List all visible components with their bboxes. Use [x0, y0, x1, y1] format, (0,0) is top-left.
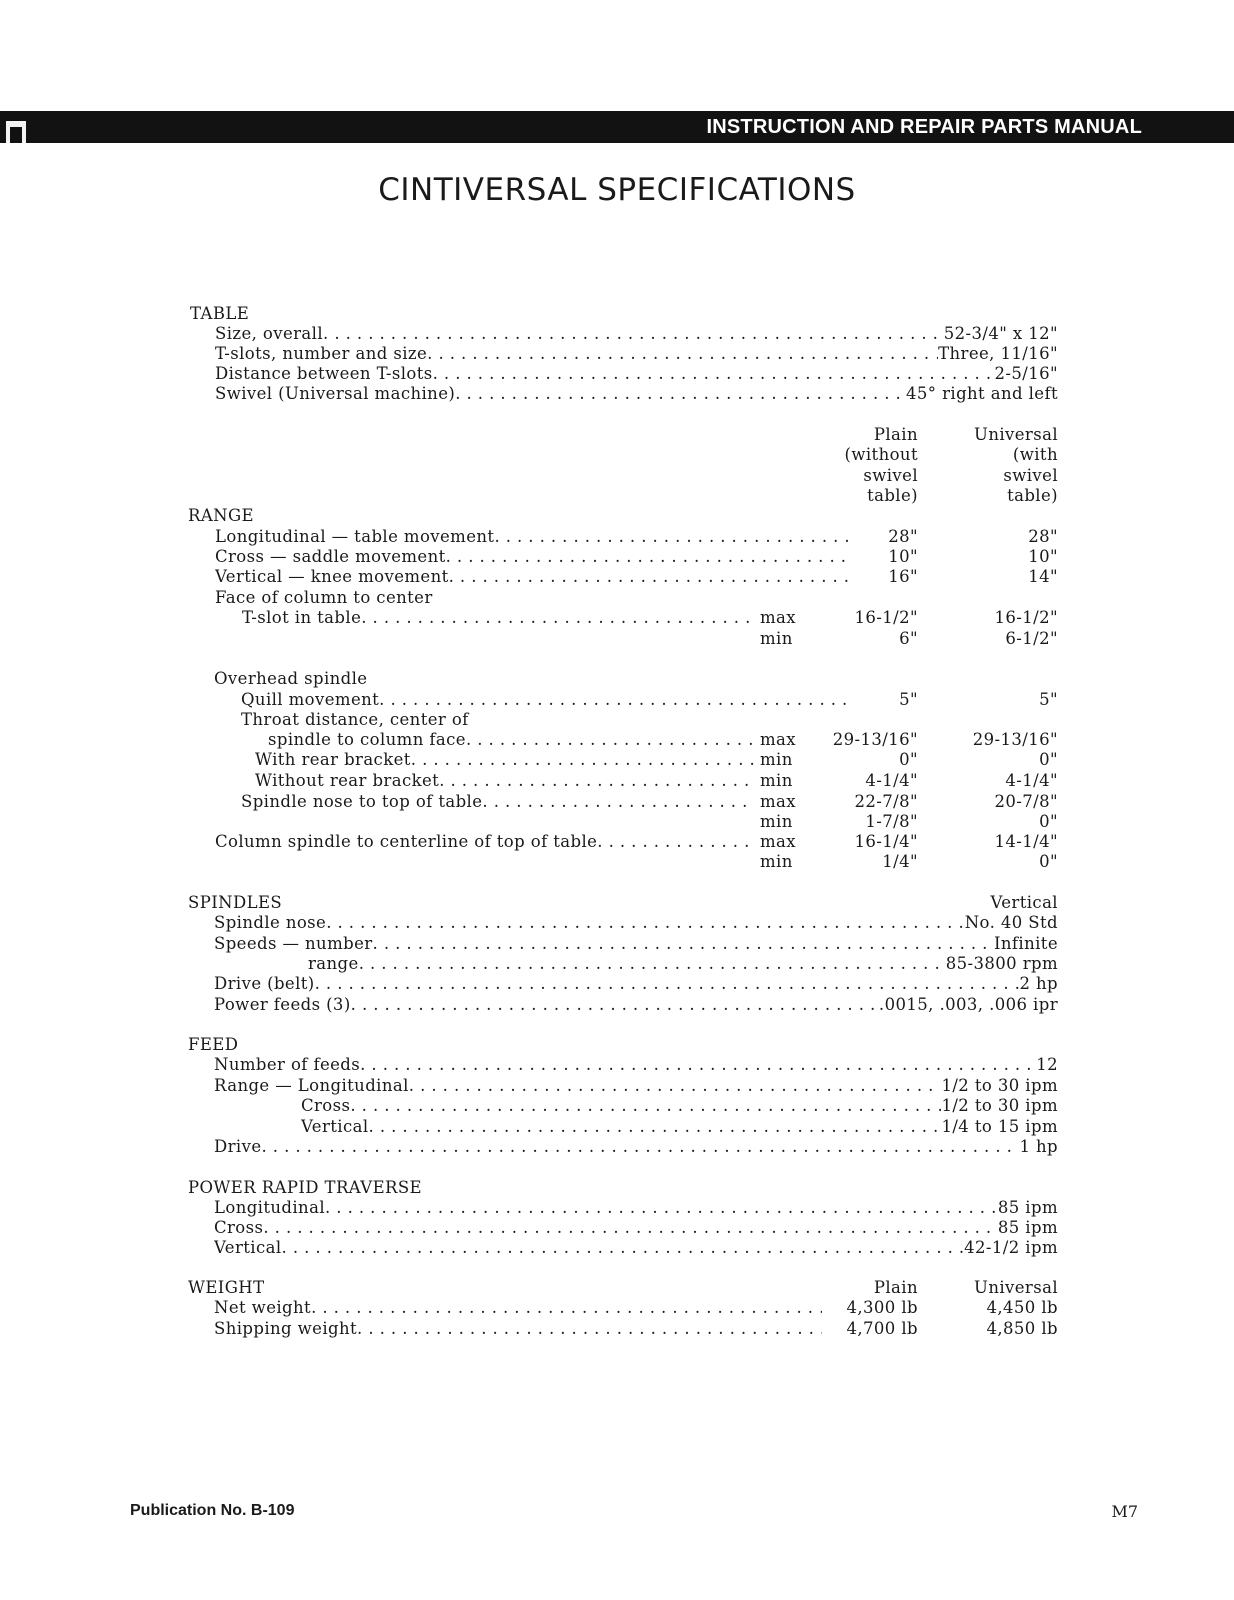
universal-value: 20-7/8" [994, 792, 1058, 811]
max-qualifier: max [760, 832, 796, 851]
spec-label: Speeds — number [214, 934, 373, 953]
spec-label: Vertical [214, 1238, 282, 1257]
plain-column-header: (without [844, 445, 918, 464]
spec-value: 45° right and left [906, 384, 1058, 403]
universal-column-header: Universal [974, 1278, 1058, 1297]
spec-label: Face of column to center [215, 588, 433, 607]
publication-number: Publication No. B-109 [130, 1502, 295, 1519]
spec-label: Vertical [301, 1117, 369, 1136]
spec-row [301, 1117, 1058, 1137]
spec-value: .0015, .003, .006 ipr [878, 995, 1058, 1014]
spec-row [255, 771, 754, 791]
spec-row [242, 608, 754, 628]
universal-column-header: (with [1012, 445, 1058, 464]
spec-value: 1/2 to 30 ipm [941, 1076, 1058, 1095]
spec-value: 42-1/2 ipm [964, 1238, 1058, 1257]
spec-label: Shipping weight [214, 1319, 358, 1338]
universal-value: 0" [1039, 852, 1058, 871]
spec-value: 1 hp [1019, 1137, 1058, 1156]
plain-value: 4,700 lb [846, 1319, 918, 1338]
spec-row [214, 1319, 822, 1339]
spec-label: Cross [214, 1218, 264, 1237]
universal-value: 14-1/4" [994, 832, 1058, 851]
spec-row [215, 344, 1058, 364]
spec-value: 2-5/16" [994, 364, 1058, 383]
spec-row [214, 995, 1058, 1015]
spec-value: 1/4 to 15 ipm [941, 1117, 1058, 1136]
spec-row [214, 1076, 1058, 1096]
universal-value: 4,850 lb [986, 1319, 1058, 1338]
universal-value: 6-1/2" [1005, 629, 1058, 648]
spec-label: T-slots, number and size [215, 344, 428, 363]
spec-label: Drive (belt) [214, 974, 315, 993]
spec-row [301, 1096, 1058, 1116]
universal-value: 0" [1039, 812, 1058, 831]
spec-row [214, 913, 1058, 933]
spec-label: Longitudinal [214, 1198, 325, 1217]
feed-heading: FEED [188, 1035, 239, 1054]
universal-column-header: swivel [1003, 466, 1058, 485]
spec-label: Spindle nose to top of table [241, 792, 483, 811]
min-qualifier: min [760, 812, 793, 831]
spec-label: Number of feeds [214, 1055, 361, 1074]
plain-value: 4,300 lb [846, 1298, 918, 1317]
spindle-type-value: Vertical [990, 893, 1058, 912]
max-qualifier: max [760, 608, 796, 627]
spec-row [214, 1055, 1058, 1075]
spec-row [241, 690, 851, 710]
universal-column-header: table) [1007, 486, 1058, 505]
plain-value: 6" [899, 629, 918, 648]
spec-row [215, 547, 851, 567]
spec-label: Power feeds (3) [214, 995, 351, 1014]
plain-value: 16-1/2" [854, 608, 918, 627]
spec-label: Column spindle to centerline of top of table [215, 832, 598, 851]
spec-value: 1/2 to 30 ipm [941, 1096, 1058, 1115]
spec-row [255, 750, 754, 770]
banner-title: INSTRUCTION AND REPAIR PARTS MANUAL [706, 116, 1142, 138]
max-qualifier: max [760, 730, 796, 749]
universal-value: 14" [1028, 567, 1058, 586]
spec-label: Distance between T-slots [215, 364, 433, 383]
spec-row [268, 730, 754, 750]
spec-value: 85 ipm [997, 1218, 1058, 1237]
spec-label: Cross [301, 1096, 351, 1115]
spec-label: spindle to column face [268, 730, 466, 749]
plain-column-header: table) [867, 486, 918, 505]
spec-row [215, 527, 851, 547]
spec-label: Cross — saddle movement [215, 547, 446, 566]
spec-label: Range — Longitudinal [214, 1076, 409, 1095]
overhead-spindle-heading: Overhead spindle [214, 669, 368, 688]
spec-value: 12 [1036, 1055, 1058, 1074]
universal-value: 29-13/16" [972, 730, 1058, 749]
plain-value: 1-7/8" [865, 812, 918, 831]
spec-label: Vertical — knee movement [215, 567, 449, 586]
spec-label: Spindle nose [214, 913, 327, 932]
universal-value: 16-1/2" [994, 608, 1058, 627]
spec-label: Swivel (Universal machine) [215, 384, 456, 403]
spec-label: Net weight [214, 1298, 312, 1317]
min-qualifier: min [760, 629, 793, 648]
universal-value: 0" [1039, 750, 1058, 769]
min-qualifier: min [760, 771, 793, 790]
spec-row [215, 567, 851, 587]
spindles-heading: SPINDLES [188, 893, 283, 912]
plain-value: 22-7/8" [854, 792, 918, 811]
universal-value: 4,450 lb [986, 1298, 1058, 1317]
spec-row [241, 792, 754, 812]
plain-value: 4-1/4" [865, 771, 918, 790]
spec-row [214, 1298, 822, 1318]
plain-column-header: Plain [873, 1278, 918, 1297]
plain-value: 5" [899, 690, 918, 709]
spec-value: Infinite [993, 934, 1058, 953]
spec-label: Longitudinal — table movement [215, 527, 495, 546]
plain-value: 1/4" [882, 852, 918, 871]
spec-label: Quill movement [241, 690, 380, 709]
spec-row [214, 1238, 1058, 1258]
plain-value: 16" [888, 567, 918, 586]
universal-column-header: Universal [974, 425, 1058, 444]
spec-row [215, 324, 1058, 344]
plain-value: 10" [888, 547, 918, 566]
spec-row [214, 934, 1058, 954]
plain-column-header: Plain [873, 425, 918, 444]
spec-label: Size, overall [215, 324, 324, 343]
plain-value: 29-13/16" [832, 730, 918, 749]
spec-value: Three, 11/16" [938, 344, 1058, 363]
range-heading: RANGE [188, 506, 255, 525]
plain-value: 16-1/4" [854, 832, 918, 851]
spec-value: No. 40 Std [964, 913, 1058, 932]
spec-row [214, 974, 1058, 994]
universal-value: 5" [1039, 690, 1058, 709]
spec-row [215, 384, 1058, 404]
spec-label: With rear bracket [255, 750, 411, 769]
spec-value: 85-3800 rpm [945, 954, 1058, 973]
universal-value: 10" [1028, 547, 1058, 566]
spec-label: T-slot in table [242, 608, 362, 627]
page-number: M7 [1111, 1502, 1138, 1521]
page-title: CINTIVERSAL SPECIFICATIONS [378, 172, 856, 208]
weight-heading: WEIGHT [188, 1278, 265, 1297]
spec-value: 52-3/4" x 12" [943, 324, 1058, 343]
min-qualifier: min [760, 852, 793, 871]
spec-value: 85 ipm [997, 1198, 1058, 1217]
plain-value: 28" [888, 527, 918, 546]
spec-row [214, 1198, 1058, 1218]
min-qualifier: min [760, 750, 793, 769]
spec-value: 2 hp [1019, 974, 1058, 993]
spec-label: Without rear bracket [255, 771, 440, 790]
spec-label: Throat distance, center of [241, 710, 469, 729]
table-heading: TABLE [190, 304, 250, 323]
max-qualifier: max [760, 792, 796, 811]
spec-row [215, 832, 754, 852]
spec-row [215, 364, 1058, 384]
spec-row [308, 954, 1058, 974]
corner-tab-mark [6, 121, 26, 143]
spec-row [214, 1218, 1058, 1238]
header-banner [0, 111, 1234, 143]
universal-value: 4-1/4" [1005, 771, 1058, 790]
spec-label: Drive [214, 1137, 262, 1156]
universal-value: 28" [1028, 527, 1058, 546]
plain-value: 0" [899, 750, 918, 769]
spec-label: range [308, 954, 359, 973]
rapid-traverse-heading: POWER RAPID TRAVERSE [188, 1178, 422, 1197]
spec-row [214, 1137, 1058, 1157]
plain-column-header: swivel [863, 466, 918, 485]
